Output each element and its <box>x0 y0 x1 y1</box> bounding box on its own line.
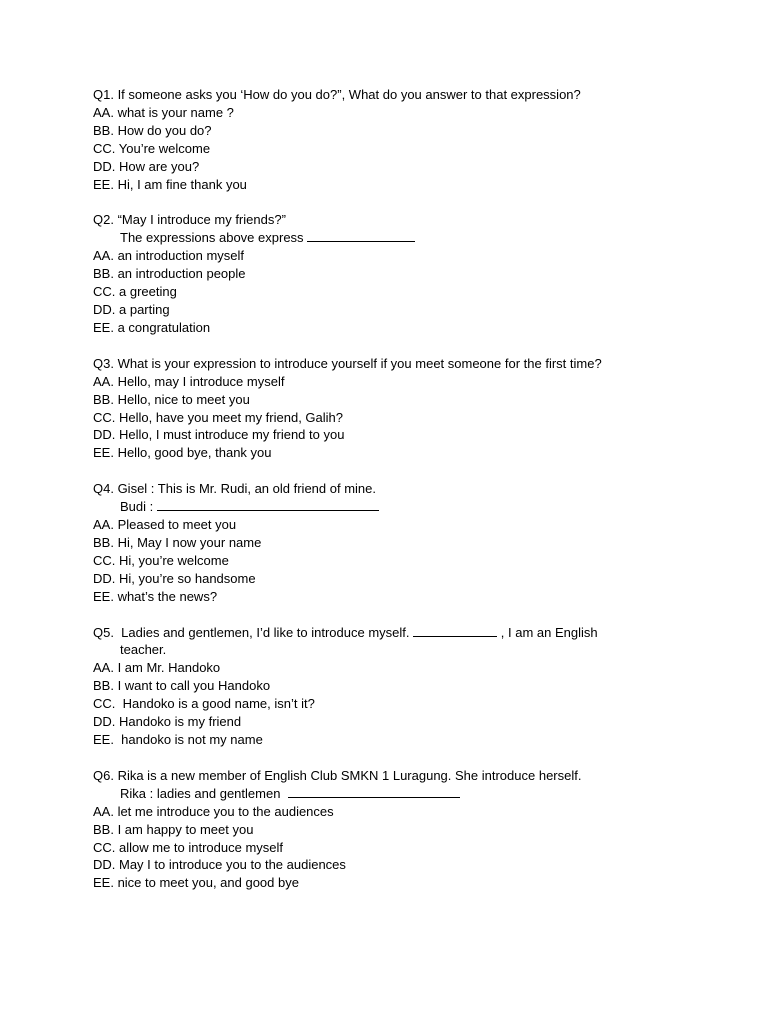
option-aa: AA. an introduction myself <box>93 248 245 264</box>
question-4 <box>93 480 713 605</box>
option-dd: DD. Hi, you’re so handsome <box>93 570 256 586</box>
answer-blank <box>307 229 415 242</box>
question-5 <box>93 624 713 749</box>
question-stem-continued <box>93 785 713 803</box>
question-3 <box>93 355 713 462</box>
option-dd: DD. May I to introduce you to the audiences <box>93 857 346 873</box>
option-cc: CC. You’re welcome <box>93 140 211 156</box>
question-stem <box>93 624 713 642</box>
stem-text: Q5. Ladies and gentlemen, I’d like to introduce myself. <box>93 624 410 640</box>
option-aa: AA. Hello, may I introduce myself <box>93 373 285 389</box>
question-stem: Q2. “May I introduce my friends?” <box>93 212 286 228</box>
option-ee: EE. nice to meet you, and good bye <box>93 875 299 891</box>
option-aa: AA. I am Mr. Handoko <box>93 660 221 676</box>
option-dd: DD. a parting <box>93 301 170 317</box>
option-bb: BB. Hi, May I now your name <box>93 534 262 550</box>
quiz-page <box>93 86 713 910</box>
option-cc: CC. Hello, have you meet my friend, Galih? <box>93 409 343 425</box>
option-ee: EE. Hello, good bye, thank you <box>93 445 272 461</box>
option-bb: BB. Hello, nice to meet you <box>93 391 250 407</box>
question-stem: Q3. What is your expression to introduce yourself if you meet someone for the first time? <box>93 355 602 371</box>
option-dd: DD. Handoko is my friend <box>93 714 242 730</box>
stem-text-after: , I am an English <box>500 624 598 640</box>
question-stem: Q4. Gisel : This is Mr. Rudi, an old friend of mine. <box>93 481 376 497</box>
option-bb: BB. I am happy to meet you <box>93 821 254 837</box>
question-1 <box>93 86 713 193</box>
option-ee: EE. Hi, I am fine thank you <box>93 176 247 192</box>
option-aa: AA. what is your name ? <box>93 104 234 120</box>
option-dd: DD. Hello, I must introduce my friend to you <box>93 427 345 443</box>
question-2 <box>93 211 713 336</box>
option-ee: EE. a congratulation <box>93 319 211 335</box>
option-ee: EE. handoko is not my name <box>93 732 263 747</box>
option-bb: BB. How do you do? <box>93 122 212 138</box>
stem-text: Rika : ladies and gentlemen <box>120 785 281 801</box>
option-cc: CC. Hi, you’re welcome <box>93 552 229 568</box>
option-bb: BB. I want to call you Handoko <box>93 678 271 694</box>
answer-blank <box>413 624 497 637</box>
option-aa: AA. Pleased to meet you <box>93 517 237 533</box>
question-stem: Q6. Rika is a new member of English Club SMKN 1 Luragung. She introduce herself. <box>93 767 582 783</box>
option-aa: AA. let me introduce you to the audiences <box>93 803 334 819</box>
stem-text: Budi : <box>120 499 154 515</box>
question-stem-continued: teacher. <box>120 642 167 658</box>
question-stem-continued <box>93 498 713 516</box>
option-cc: CC. allow me to introduce myself <box>93 839 284 855</box>
question-stem-continued <box>93 229 713 247</box>
question-stem: Q1. If someone asks you ‘How do you do?”, What do you answer to that expression? <box>93 87 581 102</box>
option-cc: CC. Handoko is a good name, isn’t it? <box>93 696 315 712</box>
answer-blank <box>157 498 379 511</box>
option-ee: EE. what’s the news? <box>93 588 218 604</box>
stem-text: The expressions above express <box>120 230 304 246</box>
option-cc: CC. a greeting <box>93 284 177 300</box>
answer-blank <box>288 785 460 798</box>
option-dd: DD. How are you? <box>93 158 200 174</box>
option-bb: BB. an introduction people <box>93 266 246 282</box>
question-6 <box>93 767 713 892</box>
